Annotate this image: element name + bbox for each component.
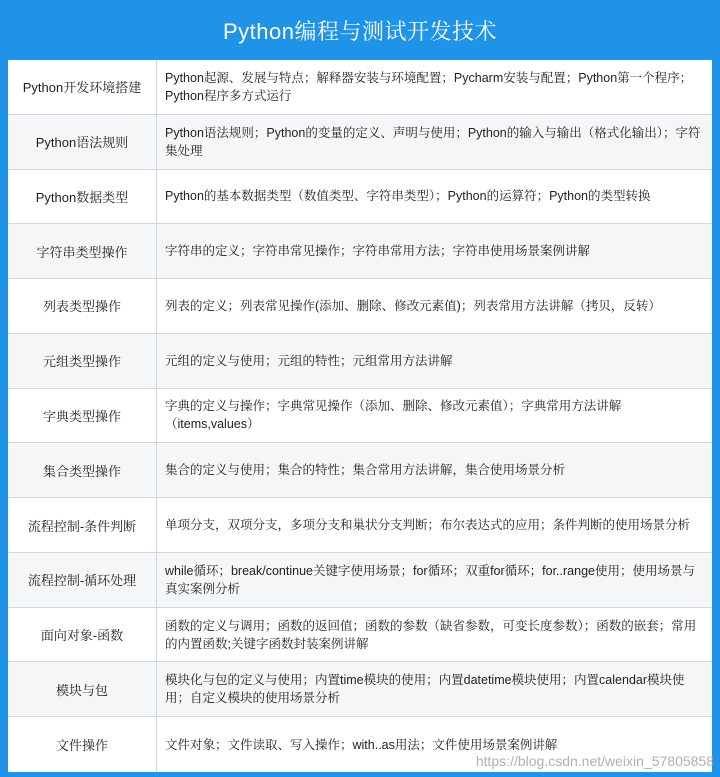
table-row (8, 334, 712, 389)
topic-cell: 字符串类型操作 (8, 224, 157, 278)
description-cell: Python的基本数据类型（数值类型、字符串类型）；Python的运算符；Python的类型转换 (165, 189, 651, 204)
description-cell: 字典的定义与操作；字典常见操作（添加、删除、修改元素值）；字典常用方法讲解（items,values） (165, 399, 622, 432)
course-table (8, 60, 712, 772)
description-cell: 文件对象；文件读取、写入操作；with..as用法；文件使用场景案例讲解 (165, 737, 558, 752)
table-row (8, 443, 712, 498)
topic-cell: 元组类型操作 (8, 334, 157, 388)
description-cell: 模块化与包的定义与使用；内置time模块的使用；内置datetime模块使用；内置calendar模块使用；自定义模块的使用场景分析 (157, 662, 712, 716)
table-row (8, 279, 712, 334)
table-row (8, 662, 712, 717)
topic-cell: 文件操作 (8, 717, 157, 772)
topic-cell: 列表类型操作 (8, 279, 157, 333)
topic-cell: Python数据类型 (8, 170, 157, 224)
topic-cell: Python语法规则 (8, 115, 157, 169)
topic-cell: 字典类型操作 (8, 389, 157, 443)
table-row (8, 553, 712, 608)
topic-cell: 集合类型操作 (8, 443, 157, 497)
description-cell: 集合的定义与使用；集合的特性；集合常用方法讲解，集合使用场景分析 (157, 443, 712, 497)
topic-cell: 模块与包 (8, 662, 157, 716)
description-cell: Python语法规则；Python的变量的定义、声明与使用；Python的输入与输出（格式化输出）；字符集处理 (157, 115, 712, 169)
table-row (8, 115, 712, 170)
table-row (8, 170, 712, 225)
topic-cell: 流程控制-循环处理 (8, 553, 157, 607)
table-row (8, 389, 712, 444)
topic-cell: 流程控制-条件判断 (8, 498, 157, 552)
page-title: Python编程与测试开发技术 (223, 18, 497, 44)
table-row (8, 608, 712, 663)
table-row (8, 498, 712, 553)
description-cell: while循环；break/continue关键字使用场景；for循环；双重for循环；for..range使用；使用场景与真实案例分析 (157, 553, 712, 607)
watermark: https://blog.csdn.net/weixin_57805858 (475, 753, 714, 769)
description-cell: Python起源、发展与特点；解释器安装与环境配置；Pycharm安装与配置；Python第一个程序；Python程序多方式运行 (165, 70, 693, 103)
description-cell: 元组的定义与使用；元组的特性；元组常用方法讲解 (157, 334, 712, 388)
table-row (8, 60, 712, 115)
description-cell: 列表的定义；列表常见操作(添加、删除、修改元素值)；列表常用方法讲解（拷贝，反转） (165, 298, 661, 313)
description-cell: 函数的定义与调用；函数的返回值；函数的参数（缺省参数，可变长度参数）；函数的嵌套；常用的内置函数;关键字函数封装案例讲解 (165, 618, 697, 651)
topic-cell: 面向对象-函数 (8, 608, 157, 662)
description-cell: 单项分支，双项分支，多项分支和巢状分支判断；布尔表达式的应用；条件判断的使用场景分析 (165, 518, 691, 532)
topic-cell: Python开发环境搭建 (8, 60, 157, 114)
table-row (8, 224, 712, 279)
description-cell: 字符串的定义；字符串常见操作；字符串常用方法；字符串使用场景案例讲解 (157, 224, 712, 278)
